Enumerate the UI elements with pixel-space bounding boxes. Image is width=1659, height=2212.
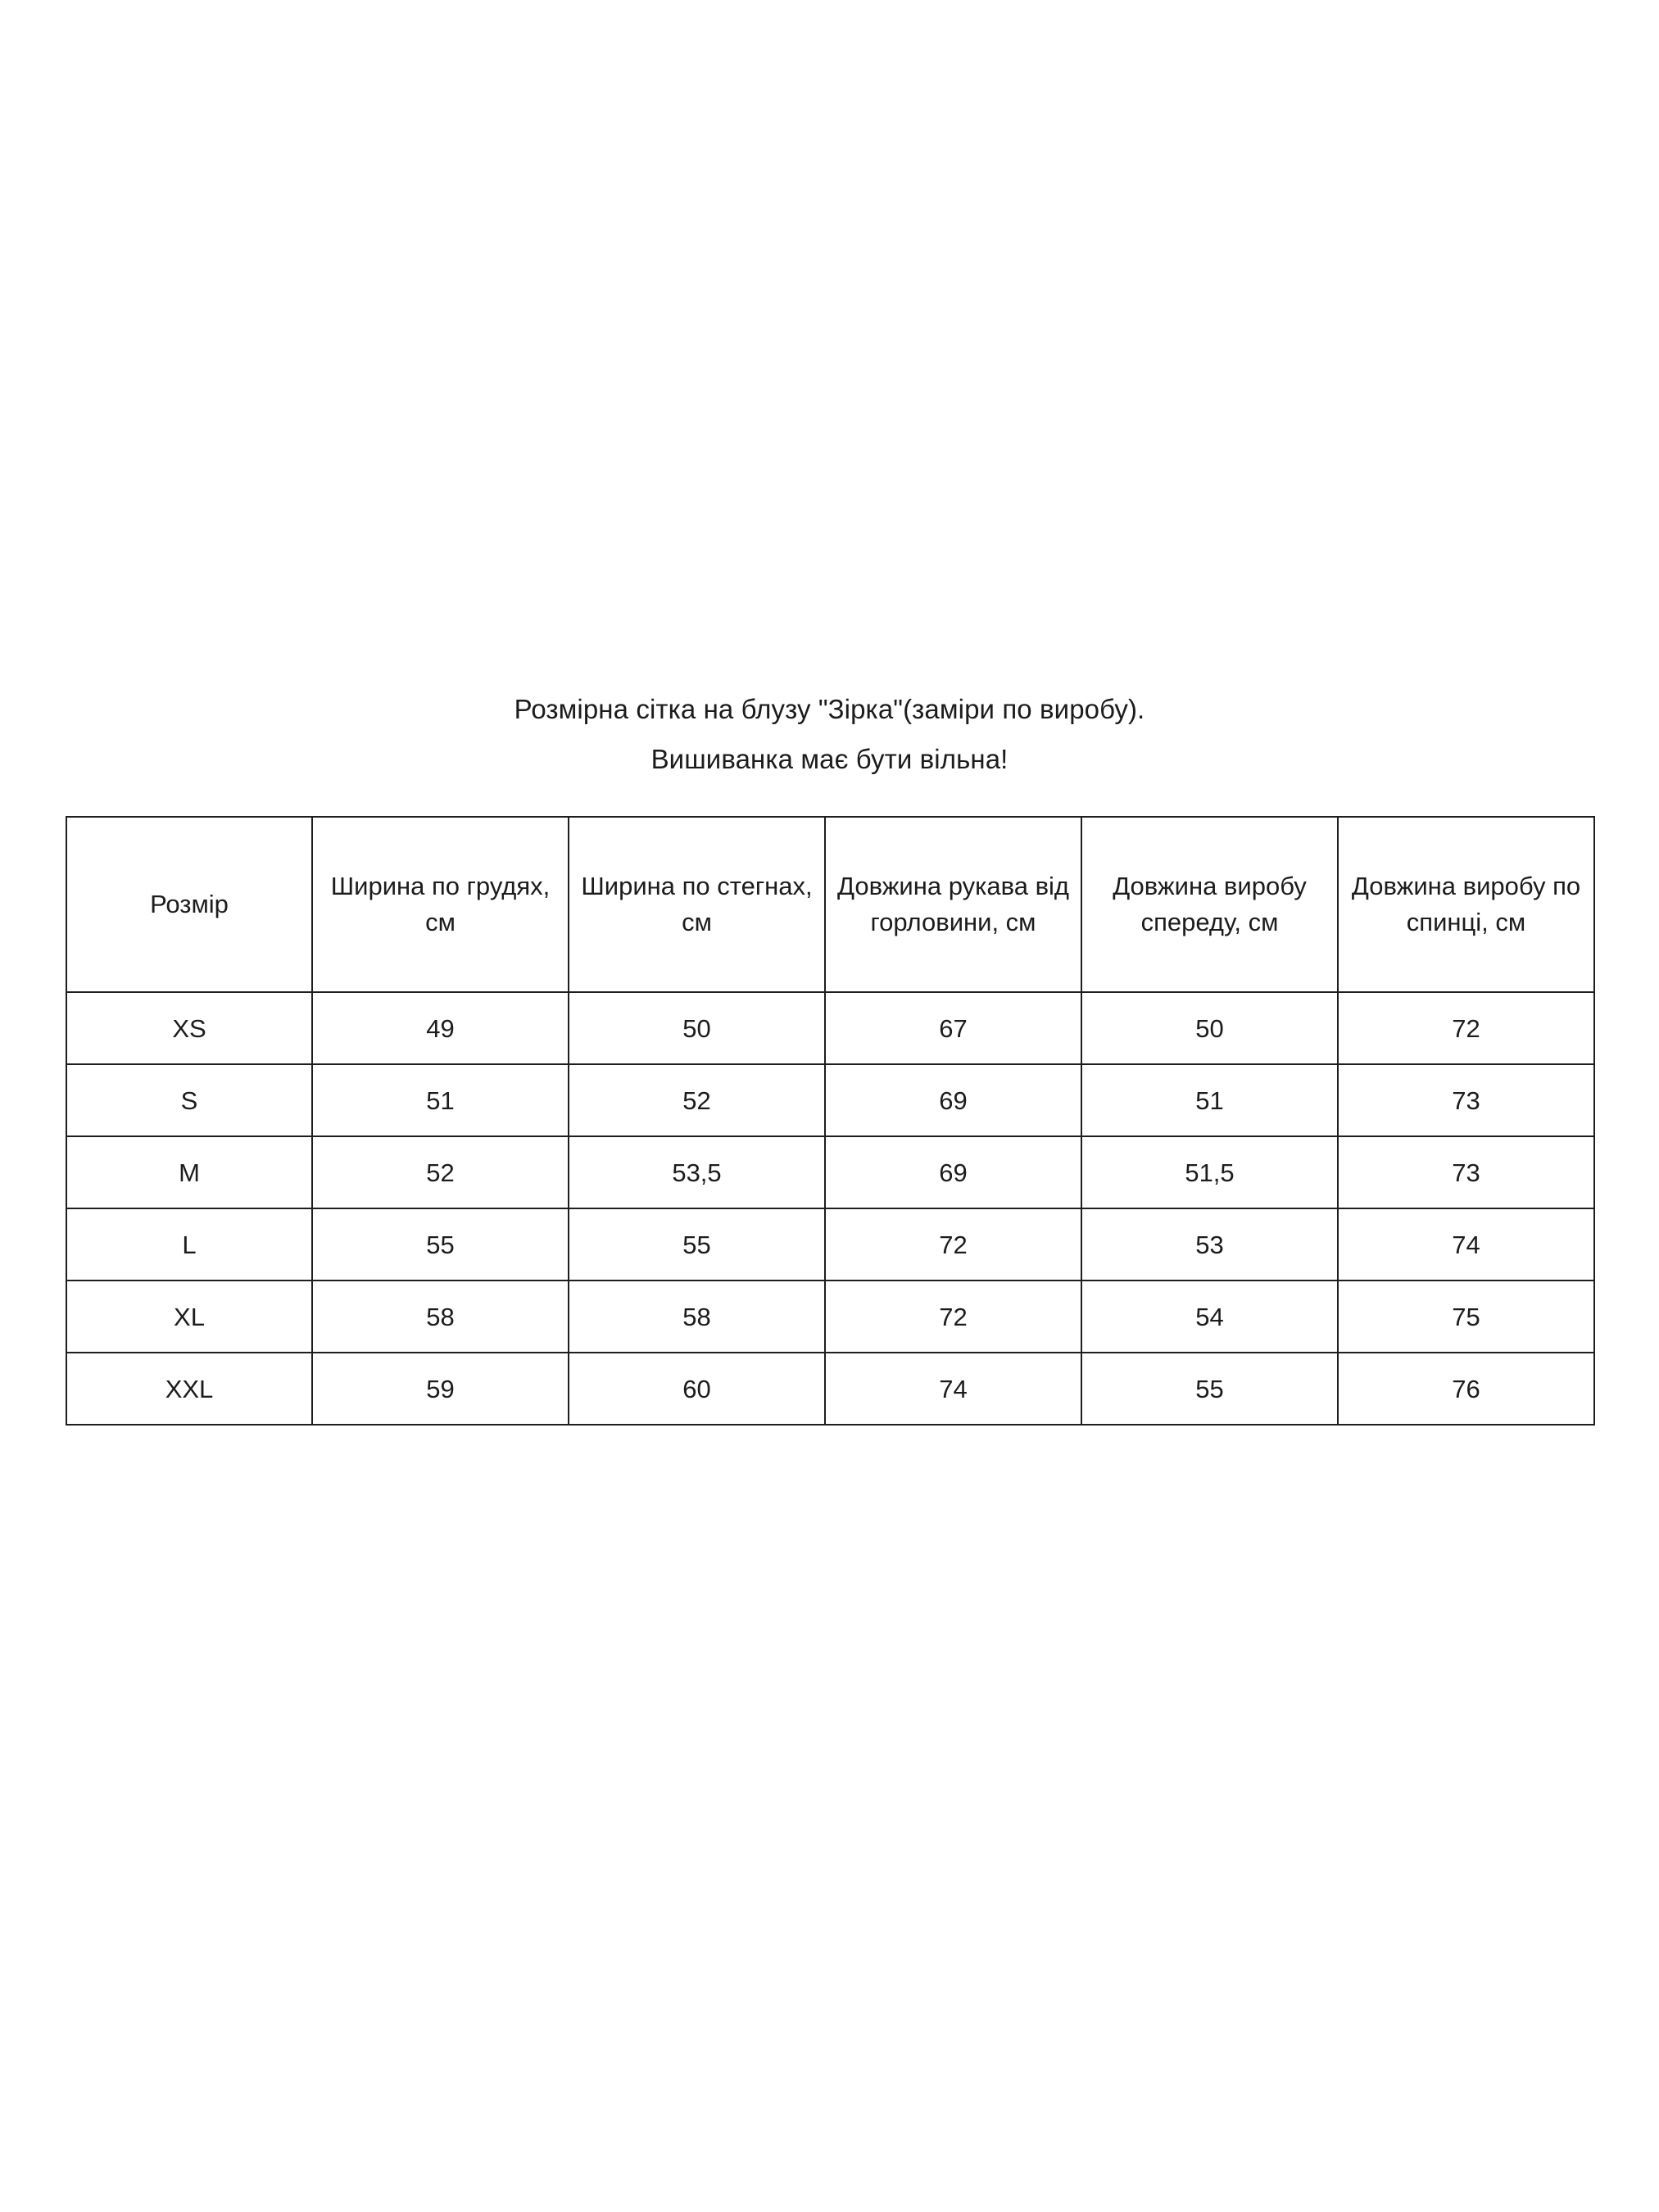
cell-hip-width: 50 [569, 992, 825, 1064]
cell-hip-width: 60 [569, 1353, 825, 1425]
cell-front-length: 51 [1081, 1064, 1338, 1136]
cell-size: XS [66, 992, 312, 1064]
cell-back-length: 72 [1338, 992, 1594, 1064]
table-row [66, 1136, 1594, 1208]
document-title-block [66, 688, 1593, 780]
column-header-back-length [1338, 817, 1594, 992]
cell-front-length: 50 [1081, 992, 1338, 1064]
cell-size: M [66, 1136, 312, 1208]
cell-sleeve-length: 74 [825, 1353, 1081, 1425]
column-header-hip-width [569, 817, 825, 992]
cell-back-length: 73 [1338, 1136, 1594, 1208]
cell-size: XXL [66, 1353, 312, 1425]
table-row [66, 1281, 1594, 1353]
cell-chest-width: 59 [312, 1353, 569, 1425]
cell-sleeve-length: 69 [825, 1064, 1081, 1136]
cell-back-length: 74 [1338, 1208, 1594, 1281]
table-header-row [66, 817, 1594, 992]
cell-sleeve-length: 72 [825, 1281, 1081, 1353]
column-header-front-length-label: Довжина виробу спереду, см [1113, 872, 1307, 937]
cell-chest-width: 52 [312, 1136, 569, 1208]
column-header-chest-width-label: Ширина по грудях, см [330, 872, 551, 937]
cell-sleeve-length: 67 [825, 992, 1081, 1064]
table-row [66, 992, 1594, 1064]
table-row [66, 1208, 1594, 1281]
cell-back-length: 73 [1338, 1064, 1594, 1136]
column-header-size-label: Розмір [150, 890, 229, 919]
cell-sleeve-length: 72 [825, 1208, 1081, 1281]
column-header-chest-width [312, 817, 569, 992]
cell-size: S [66, 1064, 312, 1136]
cell-front-length: 53 [1081, 1208, 1338, 1281]
table-row [66, 1064, 1594, 1136]
page-title: Розмірна сітка на блузу "Зірка"(заміри по виробу). [514, 694, 1145, 724]
cell-size: XL [66, 1281, 312, 1353]
column-header-sleeve-length-label: Довжина рукава від горловини, см [836, 872, 1070, 937]
cell-chest-width: 55 [312, 1208, 569, 1281]
cell-front-length: 55 [1081, 1353, 1338, 1425]
cell-hip-width: 53,5 [569, 1136, 825, 1208]
page-subtitle: Вишиванка має бути вільна! [650, 744, 1009, 775]
column-header-size [66, 817, 312, 992]
table-body [66, 992, 1594, 1425]
cell-chest-width: 49 [312, 992, 569, 1064]
document-content [66, 688, 1593, 1426]
size-chart-table [66, 816, 1595, 1426]
column-header-sleeve-length [825, 817, 1081, 992]
column-header-hip-width-label: Ширина по стегнах, см [581, 872, 813, 937]
column-header-back-length-label: Довжина виробу по спинці, см [1351, 872, 1581, 937]
table-row [66, 1353, 1594, 1425]
column-header-front-length [1081, 817, 1338, 992]
cell-chest-width: 58 [312, 1281, 569, 1353]
cell-size: L [66, 1208, 312, 1281]
cell-back-length: 76 [1338, 1353, 1594, 1425]
cell-front-length: 51,5 [1081, 1136, 1338, 1208]
cell-front-length: 54 [1081, 1281, 1338, 1353]
cell-back-length: 75 [1338, 1281, 1594, 1353]
cell-hip-width: 58 [569, 1281, 825, 1353]
table-header [66, 817, 1594, 992]
cell-hip-width: 52 [569, 1064, 825, 1136]
cell-sleeve-length: 69 [825, 1136, 1081, 1208]
cell-hip-width: 55 [569, 1208, 825, 1281]
cell-chest-width: 51 [312, 1064, 569, 1136]
